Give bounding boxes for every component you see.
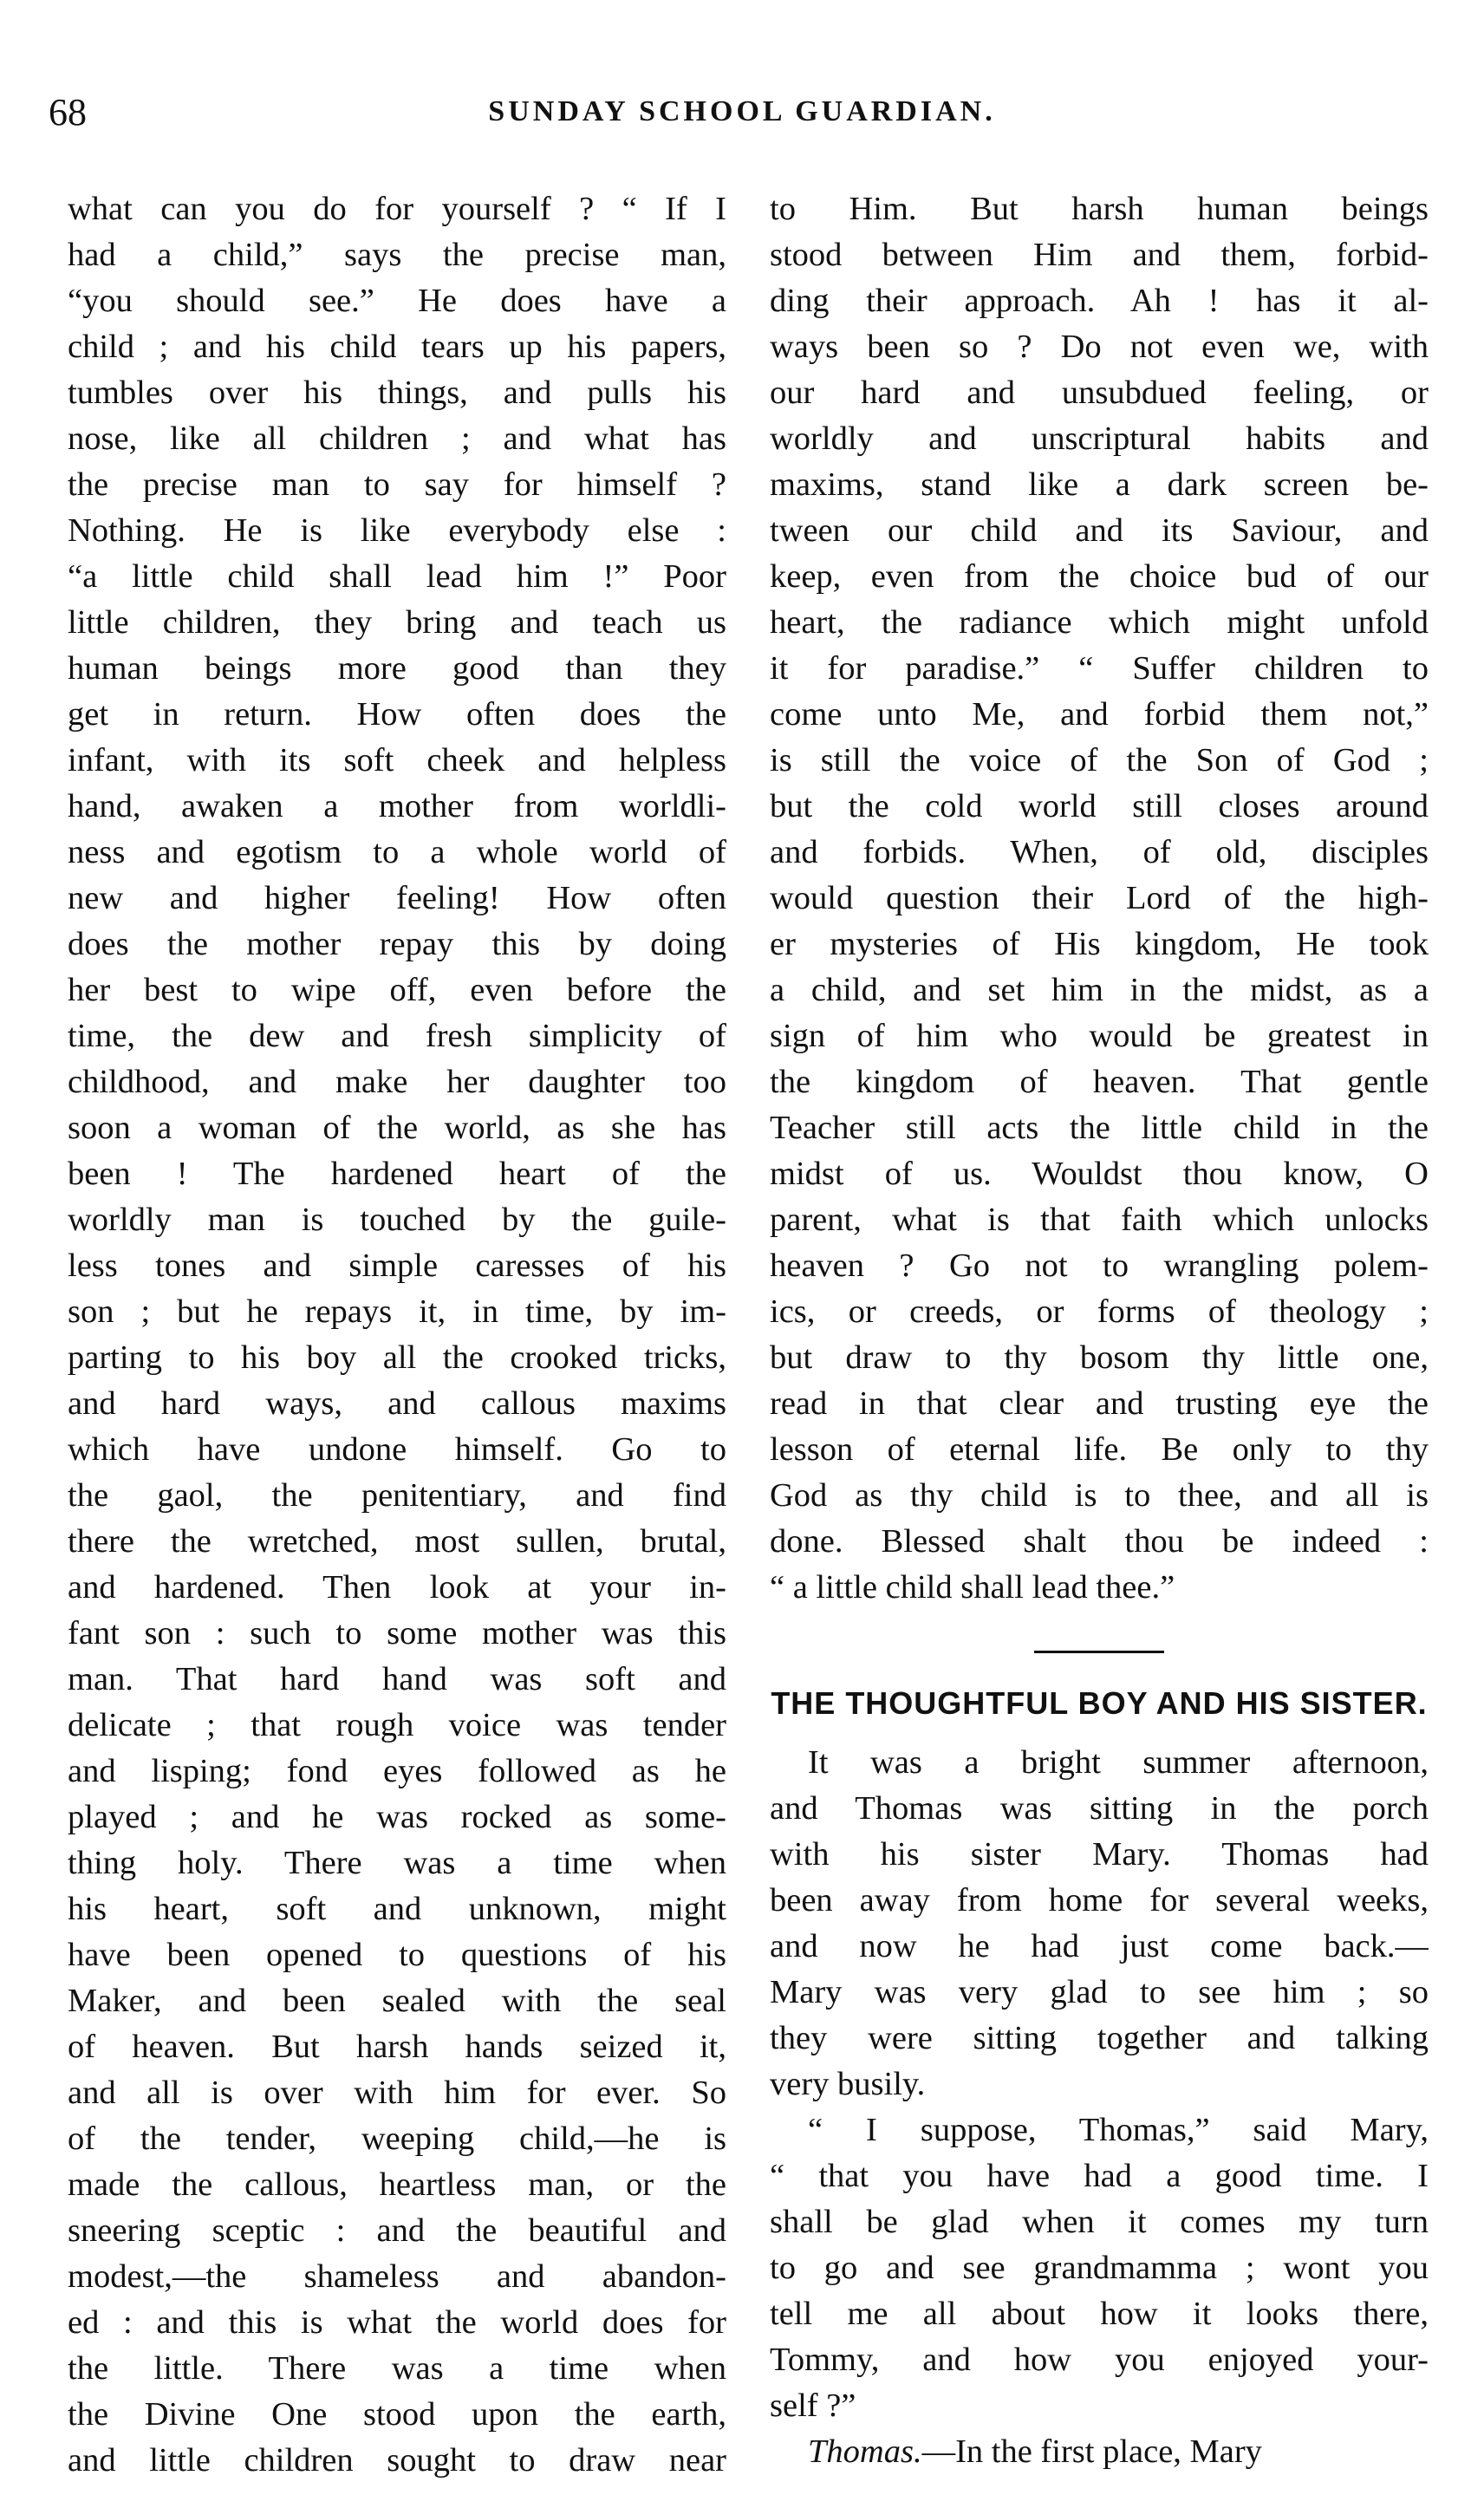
- text-line: less tones and simple caresses of his: [68, 1247, 726, 1284]
- text-line: would question their Lord of the high-: [770, 880, 1429, 916]
- text-line: have been opened to questions of his: [68, 1937, 726, 1973]
- text-line: heart, the radiance which might unfold: [770, 604, 1429, 641]
- text-line: ed : and this is what the world does for: [68, 2304, 726, 2341]
- text-line: little children, they bring and teach us: [68, 604, 726, 641]
- text-line: her best to wipe off, even before the: [68, 972, 726, 1008]
- text-line: a child, and set him in the midst, as a: [770, 972, 1429, 1008]
- text-line: made the callous, heartless man, or the: [68, 2166, 726, 2203]
- text-line: to Him. But harsh human beings: [770, 191, 1429, 227]
- text-line: and little children sought to draw near: [68, 2442, 726, 2479]
- text-line: worldly man is touched by the guile-: [68, 1202, 726, 1238]
- text-line: ness and egotism to a whole world of: [68, 834, 726, 870]
- text-line: and forbids. When, of old, disciples: [770, 834, 1429, 870]
- text-line: son ; but he repays it, in time, by im-: [68, 1293, 726, 1330]
- text-line: but draw to thy bosom thy little one,: [770, 1339, 1429, 1376]
- text-line: worldly and unscriptural habits and: [770, 420, 1429, 457]
- text-line: sneering sceptic : and the beautiful and: [68, 2212, 726, 2249]
- text-line: Maker, and been sealed with the seal: [68, 1983, 726, 2019]
- story-line: Mary was very glad to see him ; so: [770, 1974, 1429, 2010]
- text-line: delicate ; that rough voice was tender: [68, 1707, 726, 1743]
- story-line: been away from home for several weeks,: [770, 1882, 1429, 1918]
- story-line: [770, 2429, 1429, 2475]
- story-line: and Thomas was sitting in the porch: [770, 1790, 1429, 1827]
- text-line: fant son : such to some mother was this: [68, 1615, 726, 1651]
- story-line: tell me all about how it looks there,: [770, 2296, 1429, 2332]
- text-line: the Divine One stood upon the earth,: [68, 2396, 726, 2433]
- text-line: ding their approach. Ah ! has it al-: [770, 283, 1429, 319]
- text-line: the little. There was a time when: [68, 2350, 726, 2387]
- right-column: [770, 186, 1429, 2475]
- text-line: get in return. How often does the: [68, 696, 726, 733]
- story-line: It was a bright summer afternoon,: [808, 1744, 1429, 1781]
- text-line: read in that clear and trusting eye the: [770, 1385, 1429, 1422]
- speaker-text: —In the first place, Mary: [921, 2433, 1262, 2470]
- story-line: they were sitting together and talking: [770, 2020, 1429, 2056]
- text-line: parting to his boy all the crooked tricks,: [68, 1339, 726, 1376]
- text-line: which have undone himself. Go to: [68, 1431, 726, 1468]
- text-line: stood between Him and them, forbid-: [770, 237, 1429, 273]
- text-line: new and higher feeling! How often: [68, 880, 726, 916]
- story-line: to go and see grandmamma ; wont you: [770, 2250, 1429, 2286]
- text-line: our hard and unsubdued feeling, or: [770, 375, 1429, 411]
- text-line: but the cold world still closes around: [770, 788, 1429, 824]
- text-line: come unto Me, and forbid them not,”: [770, 696, 1429, 733]
- text-line: and all is over with him for ever. So: [68, 2075, 726, 2111]
- section-divider: [1034, 1651, 1164, 1653]
- left-column: [68, 186, 726, 2484]
- text-line: the kingdom of heaven. That gentle: [770, 1064, 1429, 1100]
- text-line: done. Blessed shalt thou be indeed :: [770, 1523, 1429, 1560]
- text-line: “you should see.” He does have a: [68, 283, 726, 319]
- story-line: “ that you have had a good time. I: [770, 2158, 1429, 2194]
- text-line: keep, even from the choice bud of our: [770, 558, 1429, 595]
- text-line: maxims, stand like a dark screen be-: [770, 466, 1429, 503]
- text-line: does the mother repay this by doing: [68, 926, 726, 962]
- story-line: very busily.: [770, 2066, 926, 2102]
- text-line: it for paradise.” “ Suffer children to: [770, 650, 1429, 687]
- text-line: hand, awaken a mother from worldli-: [68, 788, 726, 824]
- text-line: and lisping; fond eyes followed as he: [68, 1753, 726, 1789]
- story-line: shall be glad when it comes my turn: [770, 2204, 1429, 2240]
- text-line: “a little child shall lead him !” Poor: [68, 558, 726, 595]
- text-line: man. That hard hand was soft and: [68, 1661, 726, 1697]
- text-line: ways been so ? Do not even we, with: [770, 329, 1429, 365]
- story-line: and now he had just come back.—: [770, 1928, 1429, 1964]
- text-line: Teacher still acts the little child in the: [770, 1110, 1429, 1146]
- text-line: lesson of eternal life. Be only to thy: [770, 1431, 1429, 1468]
- running-head: SUNDAY SCHOOL GUARDIAN.: [488, 95, 996, 127]
- text-line: modest,—the shameless and abandon-: [68, 2258, 726, 2295]
- text-line: tumbles over his things, and pulls his: [68, 375, 726, 411]
- text-line: childhood, and make her daughter too: [68, 1064, 726, 1100]
- text-line: and hard ways, and callous maxims: [68, 1385, 726, 1422]
- text-line: God as thy child is to thee, and all is: [770, 1477, 1429, 1514]
- text-line: been ! The hardened heart of the: [68, 1156, 726, 1192]
- text-line: the precise man to say for himself ?: [68, 466, 726, 503]
- text-line: the gaol, the penitentiary, and find: [68, 1477, 726, 1514]
- text-line: thing holy. There was a time when: [68, 1845, 726, 1881]
- text-line: is still the voice of the Son of God ;: [770, 742, 1429, 778]
- text-line: er mysteries of His kingdom, He took: [770, 926, 1429, 962]
- speaker-name: Thomas.: [808, 2433, 922, 2470]
- section-title: THE THOUGHTFUL BOY AND HIS SISTER.: [771, 1685, 1428, 1721]
- text-line: human beings more good than they: [68, 650, 726, 687]
- text-line: child ; and his child tears up his papers,: [68, 329, 726, 365]
- page-number: 68: [49, 91, 87, 134]
- text-line: heaven ? Go not to wrangling polem-: [770, 1247, 1429, 1284]
- text-line: and hardened. Then look at your in-: [68, 1569, 726, 1606]
- text-line: of heaven. But harsh hands seized it,: [68, 2029, 726, 2065]
- text-line: tween our child and its Saviour, and: [770, 512, 1429, 549]
- text-line: infant, with its soft cheek and helpless: [68, 742, 726, 778]
- text-line: what can you do for yourself ? “ If I: [68, 191, 726, 227]
- story-line: “ I suppose, Thomas,” said Mary,: [808, 2112, 1429, 2148]
- text-line: Nothing. He is like everybody else :: [68, 512, 726, 549]
- text-line: parent, what is that faith which unlocks: [770, 1202, 1429, 1238]
- story-line: self ?”: [770, 2387, 856, 2424]
- text-line: midst of us. Wouldst thou know, O: [770, 1156, 1429, 1192]
- text-line: played ; and he was rocked as some-: [68, 1799, 726, 1835]
- text-line: nose, like all children ; and what has: [68, 420, 726, 457]
- text-line: there the wretched, most sullen, brutal,: [68, 1523, 726, 1560]
- text-line: time, the dew and fresh simplicity of: [68, 1018, 726, 1054]
- text-line: had a child,” says the precise man,: [68, 237, 726, 273]
- story-line: with his sister Mary. Thomas had: [770, 1836, 1429, 1873]
- text-line: sign of him who would be greatest in: [770, 1018, 1429, 1054]
- text-line: “ a little child shall lead thee.”: [770, 1569, 1175, 1606]
- text-line: of the tender, weeping child,—he is: [68, 2120, 726, 2157]
- story-line: Tommy, and how you enjoyed your-: [770, 2342, 1429, 2378]
- text-line: soon a woman of the world, as she has: [68, 1110, 726, 1146]
- text-line: his heart, soft and unknown, might: [68, 1891, 726, 1927]
- text-line: ics, or creeds, or forms of theology ;: [770, 1293, 1429, 1330]
